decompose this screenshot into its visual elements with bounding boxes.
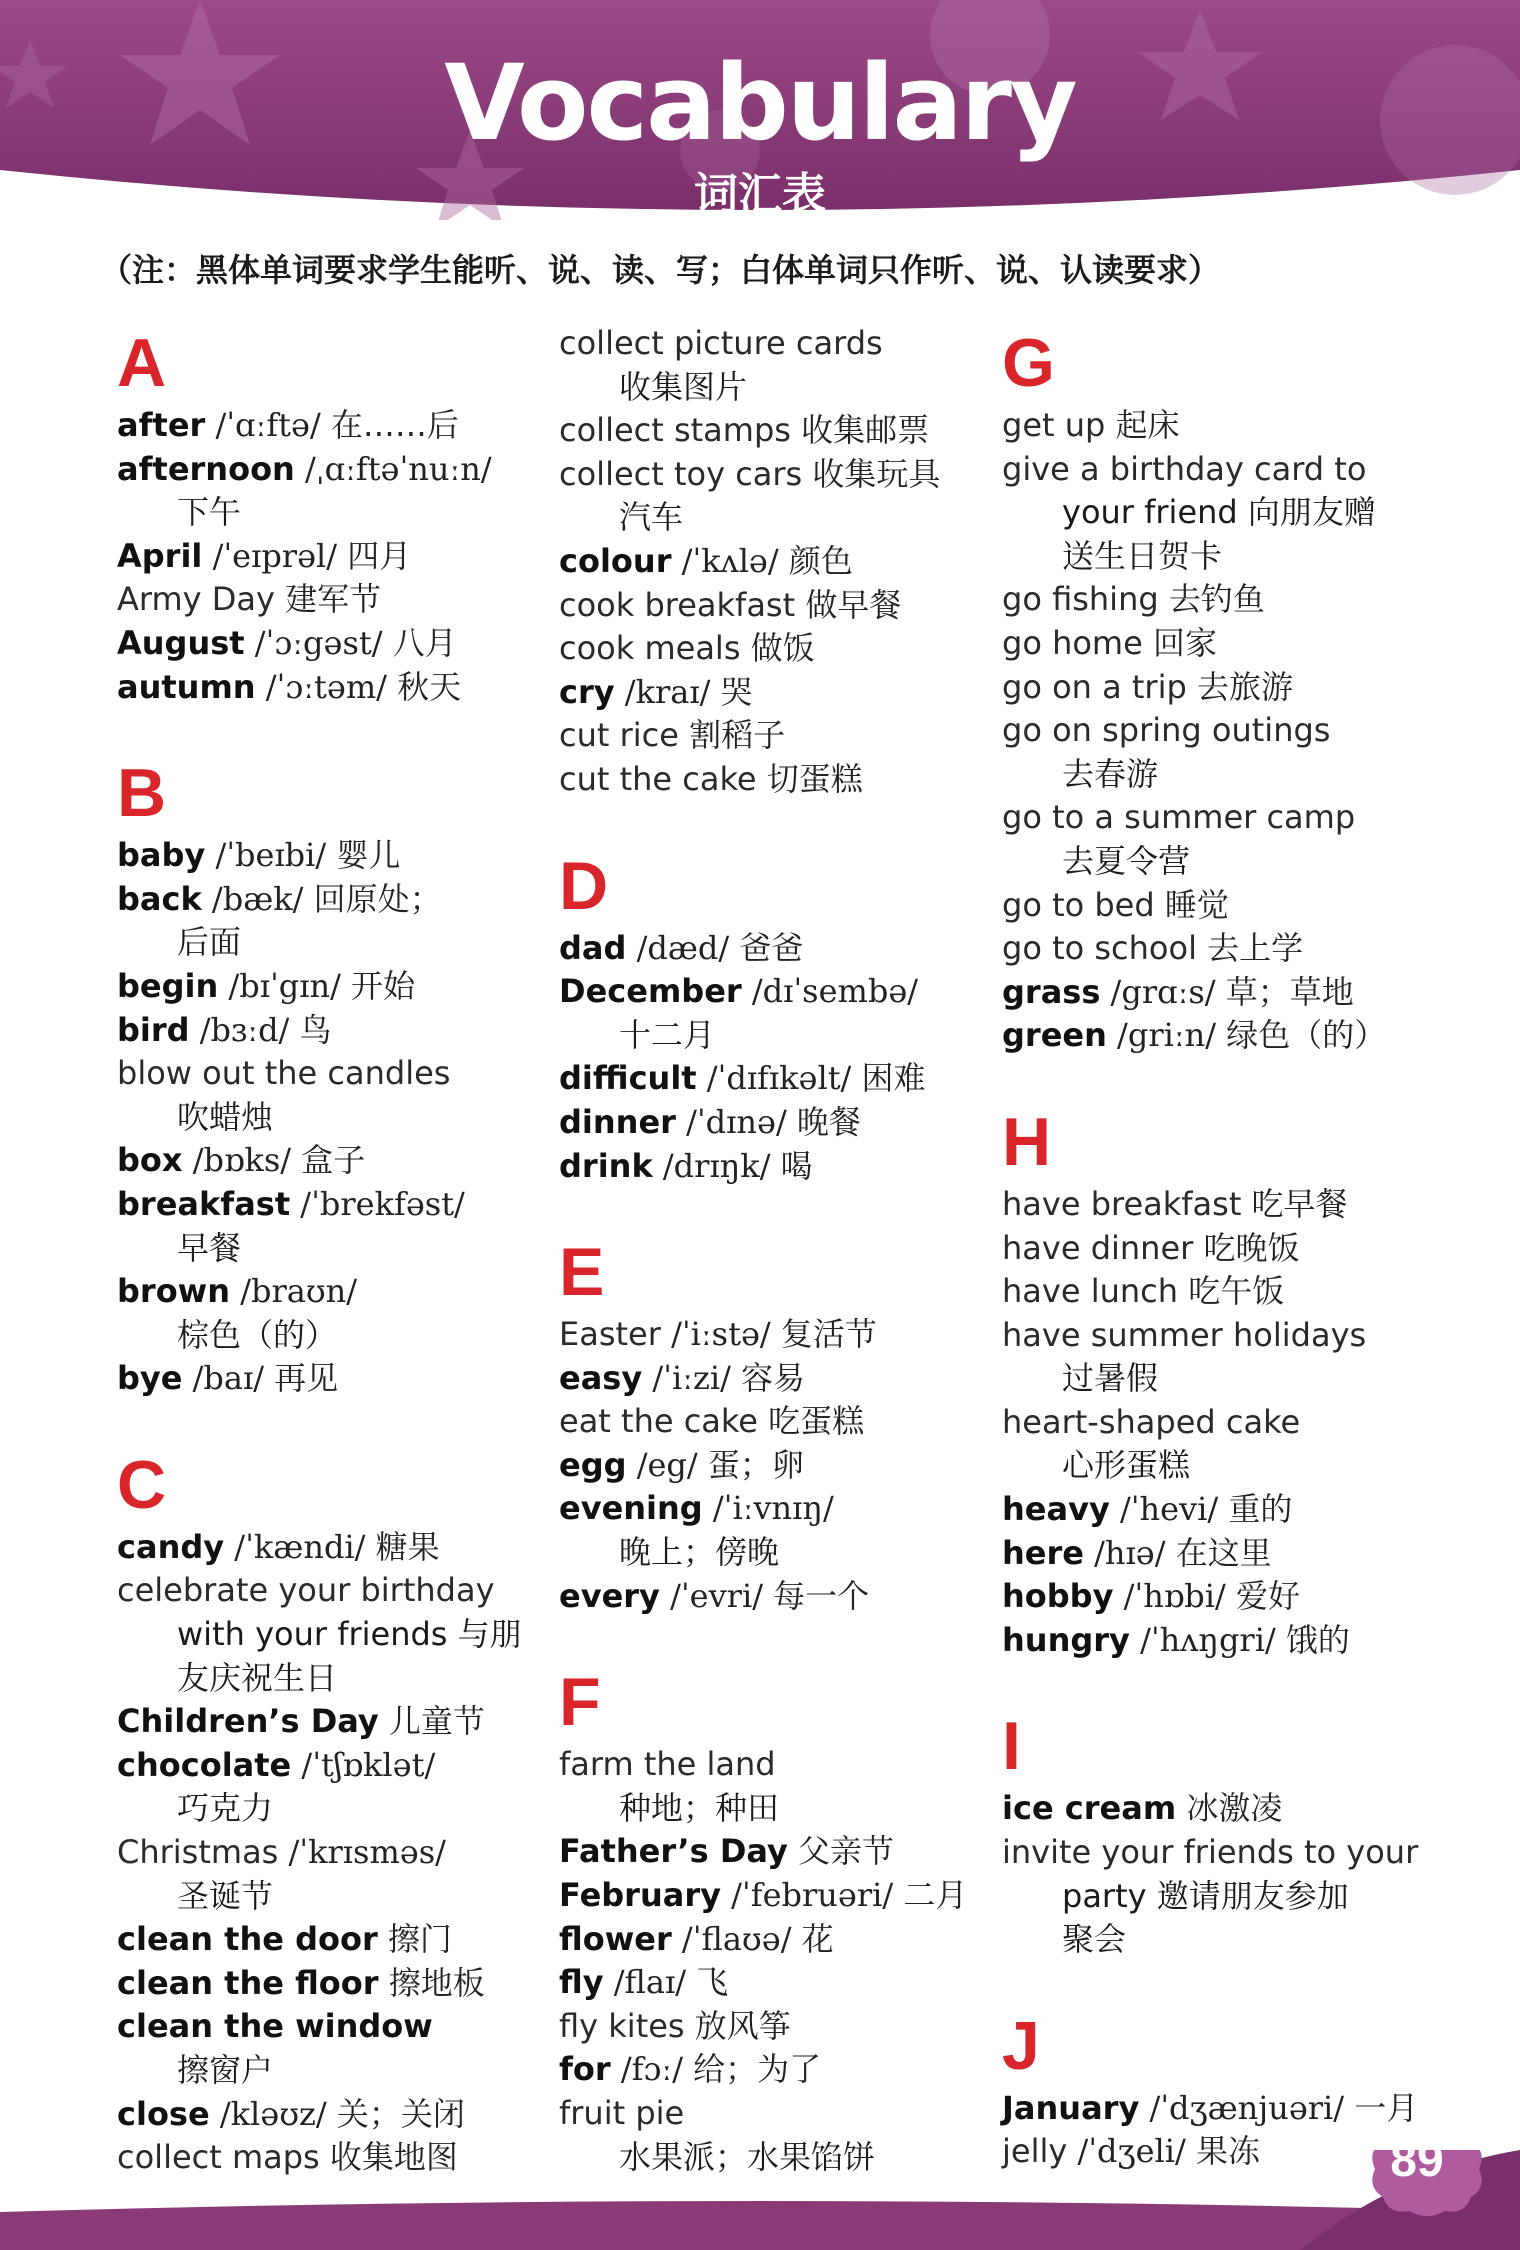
entry-continuation: 过暑假 bbox=[1062, 1359, 1159, 1398]
entry-continuation: 种地；种田 bbox=[619, 1788, 780, 1827]
phonetic: /dæd/ bbox=[636, 928, 730, 967]
vocab-word: colour bbox=[559, 541, 672, 580]
vocab-word: back bbox=[117, 879, 202, 918]
vocab-word: get up bbox=[1002, 406, 1106, 444]
meaning: 擦地板 bbox=[388, 1963, 485, 2002]
vocab-word: go on a trip bbox=[1002, 667, 1187, 706]
meaning: 擦门 bbox=[387, 1920, 452, 1959]
vocab-word: for bbox=[559, 2050, 611, 2089]
meaning: 做饭 bbox=[750, 629, 815, 668]
entry-continuation: 巧克力 bbox=[177, 1789, 274, 1828]
vocab-word: have breakfast bbox=[1002, 1184, 1242, 1223]
letter-heading: A bbox=[117, 325, 167, 401]
vocab-word: collect stamps bbox=[559, 411, 791, 450]
meaning: 收集地图 bbox=[329, 2138, 458, 2177]
vocab-word: cut the cake bbox=[559, 759, 757, 798]
vocab-word: ice cream bbox=[1002, 1789, 1177, 1828]
vocab-entry bbox=[1002, 448, 1422, 492]
meaning: 冰激凌 bbox=[1186, 1789, 1283, 1828]
vocab-word: February bbox=[559, 1876, 721, 1915]
meaning: 去钓鱼 bbox=[1168, 580, 1265, 619]
meaning: 绿色（的） bbox=[1226, 1016, 1387, 1055]
vocab-word: December bbox=[559, 972, 742, 1011]
page-subtitle: 词汇表 bbox=[694, 169, 826, 220]
entry-continuation: 收集图片 bbox=[619, 367, 748, 406]
vocab-entry bbox=[559, 2092, 979, 2136]
entry-continuation: 十二月 bbox=[619, 1015, 716, 1054]
vocab-entry bbox=[559, 1444, 979, 1488]
vocab-word: bird bbox=[117, 1010, 190, 1049]
vocab-entry bbox=[117, 1918, 537, 1962]
vocab-word: give a birthday card to bbox=[1002, 449, 1367, 488]
vocab-entry bbox=[1002, 1575, 1422, 1619]
meaning: 草；草地 bbox=[1225, 972, 1354, 1011]
meaning: 切蛋糕 bbox=[766, 759, 863, 798]
vocab-word: dinner bbox=[559, 1102, 676, 1141]
vocab-entry bbox=[117, 578, 537, 622]
entry-continuation: 早餐 bbox=[177, 1228, 242, 1267]
meaning: 儿童节 bbox=[388, 1702, 485, 1741]
meaning: 鸟 bbox=[299, 1010, 332, 1049]
vocab-entry bbox=[1002, 796, 1422, 840]
phonetic: /ˈbrekfəst/ bbox=[300, 1184, 465, 1223]
vocab-entry bbox=[559, 1918, 979, 1962]
vocab-entry bbox=[559, 1830, 979, 1874]
vocab-entry bbox=[559, 1743, 979, 1787]
vocab-entry bbox=[117, 1357, 537, 1401]
vocab-word: clean the floor bbox=[117, 1963, 379, 2002]
phonetic: /ˈfebruəri/ bbox=[731, 1876, 894, 1915]
phonetic: /ˈbeɪbi/ bbox=[215, 836, 327, 875]
vocab-entry bbox=[1002, 1270, 1422, 1314]
letter-heading: F bbox=[559, 1664, 601, 1741]
vocab-word: afternoon bbox=[117, 449, 295, 488]
vocab-word: hungry bbox=[1002, 1620, 1130, 1659]
phonetic: /ˈdɪfɪkəlt/ bbox=[706, 1059, 852, 1098]
meaning: 去旅游 bbox=[1196, 667, 1293, 706]
vocab-word: cry bbox=[559, 672, 615, 711]
vocab-word: fruit pie bbox=[559, 2094, 685, 2132]
vocab-entry bbox=[559, 1961, 979, 2005]
vocab-word: go to a summer camp bbox=[1002, 798, 1356, 837]
vocab-word: easy bbox=[559, 1358, 643, 1397]
meaning: 睡觉 bbox=[1164, 885, 1229, 924]
footer-band bbox=[0, 2150, 1520, 2250]
vocab-entry bbox=[559, 1313, 979, 1357]
meaning: 开始 bbox=[351, 966, 416, 1005]
vocab-word: fly bbox=[559, 1963, 604, 2002]
vocab-word: April bbox=[117, 536, 203, 575]
entry-continuation: 水果派；水果馅饼 bbox=[619, 2137, 876, 2176]
vocab-word: farm the land bbox=[559, 1745, 776, 1784]
vocab-entry bbox=[559, 927, 979, 971]
vocab-entry bbox=[1002, 927, 1422, 971]
vocab-entry bbox=[559, 2048, 979, 2092]
header-banner bbox=[0, 0, 1520, 220]
letter-heading: B bbox=[117, 755, 167, 832]
vocab-entry bbox=[1002, 884, 1422, 928]
vocab-entry bbox=[1002, 1227, 1422, 1271]
letter-heading: E bbox=[559, 1234, 605, 1311]
meaning: 二月 bbox=[903, 1876, 968, 1915]
letter-heading: J bbox=[1002, 2007, 1040, 2084]
phonetic: /bɜːd/ bbox=[199, 1010, 290, 1049]
meaning: 建军节 bbox=[285, 580, 382, 619]
vocab-column-3 bbox=[1002, 322, 1422, 2174]
phonetic: /ˈeɪprəl/ bbox=[212, 536, 338, 575]
vocab-word: have summer holidays bbox=[1002, 1315, 1367, 1354]
meaning: 在……后 bbox=[330, 406, 459, 444]
vocab-entry bbox=[117, 1962, 537, 2006]
phonetic: /kləʊz/ bbox=[219, 2094, 327, 2133]
meaning: 给；为了 bbox=[693, 2050, 822, 2089]
vocab-entry bbox=[559, 2005, 979, 2049]
entry-continuation: 心形蛋糕 bbox=[1062, 1446, 1191, 1485]
vocab-entry bbox=[559, 758, 979, 802]
vocab-entry bbox=[559, 540, 979, 584]
phonetic: /ˈdʒænjuəri/ bbox=[1149, 2088, 1345, 2127]
vocab-word: Easter bbox=[559, 1315, 661, 1354]
vocab-entry bbox=[117, 965, 537, 1009]
vocab-entry bbox=[559, 453, 979, 497]
entry-continuation: 送生日贺卡 bbox=[1062, 536, 1223, 575]
vocab-entry bbox=[1002, 1831, 1422, 1875]
vocab-entry bbox=[117, 535, 537, 579]
phonetic: /braʊn/ bbox=[240, 1272, 358, 1311]
vocab-word: go fishing bbox=[1002, 580, 1159, 619]
entry-continuation: your friend 向朋友赠 bbox=[1062, 493, 1376, 532]
meaning: 收集邮票 bbox=[801, 411, 930, 450]
phonetic: /eg/ bbox=[636, 1445, 698, 1484]
vocab-word: evening bbox=[559, 1489, 703, 1528]
vocab-entry bbox=[1002, 2087, 1422, 2131]
vocab-word: Army Day bbox=[117, 580, 275, 619]
entry-continuation: party 邀请朋友参加 bbox=[1062, 1876, 1349, 1915]
meaning: 吃晚饭 bbox=[1203, 1228, 1300, 1267]
meaning: 颜色 bbox=[788, 541, 853, 580]
vocab-word: drink bbox=[559, 1146, 653, 1185]
vocab-word: August bbox=[117, 623, 245, 662]
vocab-entry bbox=[1002, 1619, 1422, 1663]
meaning: 回家 bbox=[1152, 623, 1217, 662]
vocab-word: go on spring outings bbox=[1002, 711, 1331, 750]
entry-continuation: 棕色（的） bbox=[177, 1315, 338, 1354]
vocab-entry bbox=[559, 970, 979, 1014]
vocab-entry bbox=[559, 1357, 979, 1401]
vocab-word: after bbox=[117, 406, 206, 444]
vocab-word: every bbox=[559, 1576, 660, 1615]
vocab-entry bbox=[117, 622, 537, 666]
meaning: 饿的 bbox=[1285, 1620, 1350, 1659]
vocab-entry bbox=[117, 1009, 537, 1053]
vocab-word: collect toy cars bbox=[559, 454, 803, 493]
letter-heading: C bbox=[117, 1446, 167, 1523]
vocab-entry bbox=[1002, 709, 1422, 753]
phonetic: /hɪə/ bbox=[1094, 1533, 1166, 1572]
phonetic: /ˈɑːftə/ bbox=[215, 406, 321, 444]
phonetic: /griːn/ bbox=[1117, 1016, 1217, 1055]
vocab-word: go home bbox=[1002, 623, 1143, 662]
meaning: 花 bbox=[801, 1919, 834, 1958]
meaning: 父亲节 bbox=[798, 1832, 895, 1871]
meaning: 去上学 bbox=[1207, 929, 1304, 968]
phonetic: /bæk/ bbox=[211, 879, 304, 918]
vocab-word: go to school bbox=[1002, 929, 1197, 968]
phonetic: /ˈtʃɒklət/ bbox=[301, 1745, 436, 1784]
meaning: 喝 bbox=[780, 1146, 813, 1185]
vocab-entry bbox=[1002, 404, 1422, 448]
entry-continuation: with your friends 与朋 bbox=[177, 1615, 522, 1654]
phonetic: /flaɪ/ bbox=[613, 1963, 686, 2002]
phonetic: /ˈdɪnə/ bbox=[686, 1102, 787, 1141]
meaning: 复活节 bbox=[780, 1315, 877, 1354]
vocab-entry bbox=[1002, 666, 1422, 710]
vocab-entry bbox=[1002, 1183, 1422, 1227]
entry-continuation: 去夏令营 bbox=[1062, 841, 1191, 880]
vocab-word: chocolate bbox=[117, 1745, 292, 1784]
vocab-word: collect picture cards bbox=[559, 324, 883, 362]
vocab-word: Children’s Day bbox=[117, 1702, 379, 1741]
vocab-word: cook meals bbox=[559, 629, 741, 668]
meaning: 一月 bbox=[1354, 2088, 1419, 2127]
vocab-word: have dinner bbox=[1002, 1228, 1194, 1267]
letter-heading: G bbox=[1002, 325, 1055, 401]
vocab-entry bbox=[117, 666, 537, 710]
phonetic: /bɪˈgɪn/ bbox=[228, 966, 341, 1005]
vocab-word: box bbox=[117, 1141, 183, 1180]
phonetic: /bɒks/ bbox=[192, 1141, 292, 1180]
entry-continuation: 去春游 bbox=[1062, 754, 1159, 793]
vocab-word: candy bbox=[117, 1527, 225, 1566]
vocab-entry bbox=[117, 1183, 537, 1227]
vocab-word: green bbox=[1002, 1016, 1107, 1055]
vocab-word: close bbox=[117, 2094, 210, 2133]
vocab-word: heart-shaped cake bbox=[1002, 1402, 1301, 1441]
vocab-word: breakfast bbox=[117, 1184, 291, 1223]
meaning: 爸爸 bbox=[739, 928, 804, 967]
entry-continuation: 下午 bbox=[177, 493, 242, 532]
meaning: 在这里 bbox=[1175, 1533, 1272, 1572]
meaning: 吃蛋糕 bbox=[768, 1402, 865, 1441]
phonetic: /ˈflaʊə/ bbox=[681, 1919, 792, 1958]
entry-continuation: 聚会 bbox=[1062, 1920, 1127, 1959]
meaning: 四月 bbox=[347, 536, 412, 575]
entry-continuation: 晚上；傍晚 bbox=[619, 1533, 780, 1572]
phonetic: /baɪ/ bbox=[192, 1359, 264, 1398]
letter-heading: I bbox=[1002, 1708, 1021, 1785]
phonetic: /ˈiːstə/ bbox=[671, 1315, 771, 1354]
meaning: 飞 bbox=[696, 1963, 729, 2002]
vocab-entry bbox=[117, 1052, 537, 1096]
meaning: 每一个 bbox=[773, 1576, 870, 1615]
vocab-entry bbox=[559, 1487, 979, 1531]
vocab-word: invite your friends to your bbox=[1002, 1833, 1419, 1872]
meaning: 爱好 bbox=[1235, 1577, 1300, 1616]
phonetic: /fɔː/ bbox=[620, 2050, 683, 2089]
vocab-entry bbox=[117, 1744, 537, 1788]
vocab-entry bbox=[1002, 578, 1422, 622]
vocab-word: difficult bbox=[559, 1059, 697, 1098]
meaning: 关；关闭 bbox=[336, 2094, 465, 2133]
vocab-word: flower bbox=[559, 1919, 672, 1958]
vocab-entry bbox=[117, 834, 537, 878]
vocab-entry bbox=[1002, 971, 1422, 1015]
vocab-entry bbox=[1002, 1787, 1422, 1831]
vocab-entry bbox=[559, 627, 979, 671]
vocab-entry bbox=[117, 1569, 537, 1613]
page-number: 89 bbox=[1390, 2134, 1444, 2187]
vocab-word: celebrate your birthday bbox=[117, 1571, 495, 1610]
vocab-entry bbox=[559, 1575, 979, 1619]
phonetic: /ˈdʒeli/ bbox=[1077, 2132, 1186, 2171]
phonetic: /ˈɔːtəm/ bbox=[265, 667, 387, 706]
vocab-word: clean the window bbox=[117, 2007, 433, 2046]
vocab-entry bbox=[559, 409, 979, 453]
vocab-word: autumn bbox=[117, 667, 256, 706]
meaning: 吃午饭 bbox=[1188, 1272, 1285, 1311]
vocab-word: begin bbox=[117, 966, 219, 1005]
vocab-word: have lunch bbox=[1002, 1272, 1179, 1311]
phonetic: /ˈhevi/ bbox=[1119, 1490, 1219, 1529]
meaning: 回原处； bbox=[313, 879, 442, 918]
vocab-entry bbox=[117, 1526, 537, 1570]
vocab-entry bbox=[1002, 1314, 1422, 1358]
vocab-column-1 bbox=[117, 322, 537, 2180]
vocab-column-2 bbox=[559, 322, 979, 2179]
letter-heading: H bbox=[1002, 1103, 1052, 1180]
vocab-entry bbox=[559, 671, 979, 715]
phonetic: /ˈkrɪsməs/ bbox=[288, 1833, 446, 1872]
vocab-word: baby bbox=[117, 836, 206, 875]
vocab-word: dad bbox=[559, 928, 627, 967]
vocab-entry bbox=[117, 2005, 537, 2049]
meaning: 八月 bbox=[392, 623, 457, 662]
meaning: 做早餐 bbox=[805, 585, 902, 624]
vocab-entry bbox=[559, 1145, 979, 1189]
vocab-word: blow out the candles bbox=[117, 1054, 451, 1093]
vocab-entry bbox=[559, 1057, 979, 1101]
phonetic: /ˈɔːgəst/ bbox=[254, 623, 383, 662]
phonetic: /ˈiːzi/ bbox=[652, 1358, 731, 1397]
vocab-entry bbox=[117, 448, 537, 492]
vocab-word: go to bed bbox=[1002, 885, 1155, 924]
vocab-entry bbox=[559, 1101, 979, 1145]
vocab-word: here bbox=[1002, 1533, 1084, 1572]
meaning: 果冻 bbox=[1195, 2132, 1260, 2171]
meaning: 哭 bbox=[720, 672, 753, 711]
entry-continuation: 擦窗户 bbox=[177, 2051, 274, 2089]
vocab-word: fly kites bbox=[559, 2006, 685, 2045]
meaning: 再见 bbox=[274, 1359, 339, 1398]
phonetic: /ˈkændi/ bbox=[234, 1527, 366, 1566]
letter-heading: D bbox=[559, 847, 609, 924]
vocab-entry bbox=[117, 878, 537, 922]
vocab-entry bbox=[117, 1139, 537, 1183]
entry-continuation: 友庆祝生日 bbox=[177, 1658, 338, 1697]
meaning: 婴儿 bbox=[336, 836, 401, 875]
meaning: 困难 bbox=[861, 1059, 926, 1098]
vocab-word: brown bbox=[117, 1272, 231, 1311]
vocab-entry bbox=[559, 714, 979, 758]
meaning: 起床 bbox=[1115, 406, 1180, 444]
vocab-entry bbox=[559, 322, 979, 366]
meaning: 容易 bbox=[741, 1358, 806, 1397]
vocab-entry bbox=[117, 2093, 537, 2137]
meaning: 糖果 bbox=[375, 1527, 440, 1566]
meaning: 蛋；卵 bbox=[707, 1445, 804, 1484]
phonetic: /drɪŋk/ bbox=[662, 1146, 771, 1185]
meaning: 放风筝 bbox=[694, 2006, 791, 2045]
vocab-word: hobby bbox=[1002, 1577, 1114, 1616]
usage-note: （注：黑体单词要求学生能听、说、读、写；白体单词只作听、说、认读要求） bbox=[100, 251, 1221, 289]
phonetic: /kraɪ/ bbox=[624, 672, 711, 711]
vocab-entry bbox=[559, 1400, 979, 1444]
phonetic: /dɪˈsembə/ bbox=[751, 972, 919, 1011]
vocab-word: eat the cake bbox=[559, 1402, 758, 1441]
vocab-word: cut rice bbox=[559, 716, 679, 755]
vocab-entry bbox=[1002, 1488, 1422, 1532]
meaning: 盒子 bbox=[301, 1141, 366, 1180]
vocab-word: Father’s Day bbox=[559, 1832, 788, 1871]
vocab-word: bye bbox=[117, 1359, 183, 1398]
meaning: 割稻子 bbox=[689, 716, 786, 755]
meaning: 重的 bbox=[1228, 1490, 1293, 1529]
meaning: 吃早餐 bbox=[1251, 1184, 1348, 1223]
vocab-word: collect maps bbox=[117, 2138, 320, 2177]
phonetic: /grɑːs/ bbox=[1110, 972, 1216, 1011]
vocab-word: egg bbox=[559, 1445, 627, 1484]
page-title: Vocabulary bbox=[444, 42, 1076, 164]
meaning: 晚餐 bbox=[796, 1102, 861, 1141]
entry-continuation: 圣诞节 bbox=[177, 1876, 274, 1915]
vocab-word: heavy bbox=[1002, 1490, 1110, 1529]
phonetic: /ˈiːvnɪŋ/ bbox=[712, 1489, 834, 1528]
meaning: 秋天 bbox=[397, 667, 462, 706]
vocab-entry bbox=[117, 404, 537, 448]
vocab-entry bbox=[117, 1270, 537, 1314]
vocab-entry bbox=[1002, 1401, 1422, 1445]
phonetic: /ˌɑːftəˈnuːn/ bbox=[305, 449, 492, 488]
vocab-word: grass bbox=[1002, 972, 1101, 1011]
vocab-word: clean the door bbox=[117, 1920, 378, 1959]
entry-continuation: 吹蜡烛 bbox=[177, 1097, 274, 1136]
vocab-entry bbox=[559, 1874, 979, 1918]
vocab-entry bbox=[117, 1831, 537, 1875]
phonetic: /ˈhɒbi/ bbox=[1123, 1577, 1226, 1616]
vocab-word: cook breakfast bbox=[559, 585, 796, 624]
vocab-entry bbox=[117, 1700, 537, 1744]
phonetic: /ˈkʌlə/ bbox=[681, 541, 779, 580]
vocab-word: jelly bbox=[1002, 2132, 1068, 2171]
meaning: 收集玩具 bbox=[812, 454, 941, 493]
entry-continuation: 汽车 bbox=[619, 498, 684, 537]
vocab-entry bbox=[1002, 1532, 1422, 1576]
vocab-entry bbox=[1002, 1014, 1422, 1058]
phonetic: /ˈevri/ bbox=[670, 1576, 763, 1615]
vocab-entry bbox=[559, 584, 979, 628]
vocab-word: January bbox=[1002, 2088, 1140, 2127]
vocab-entry bbox=[1002, 622, 1422, 666]
entry-continuation: 后面 bbox=[177, 923, 242, 962]
vocab-word: Christmas bbox=[117, 1833, 279, 1872]
phonetic: /ˈhʌŋgri/ bbox=[1140, 1620, 1276, 1659]
